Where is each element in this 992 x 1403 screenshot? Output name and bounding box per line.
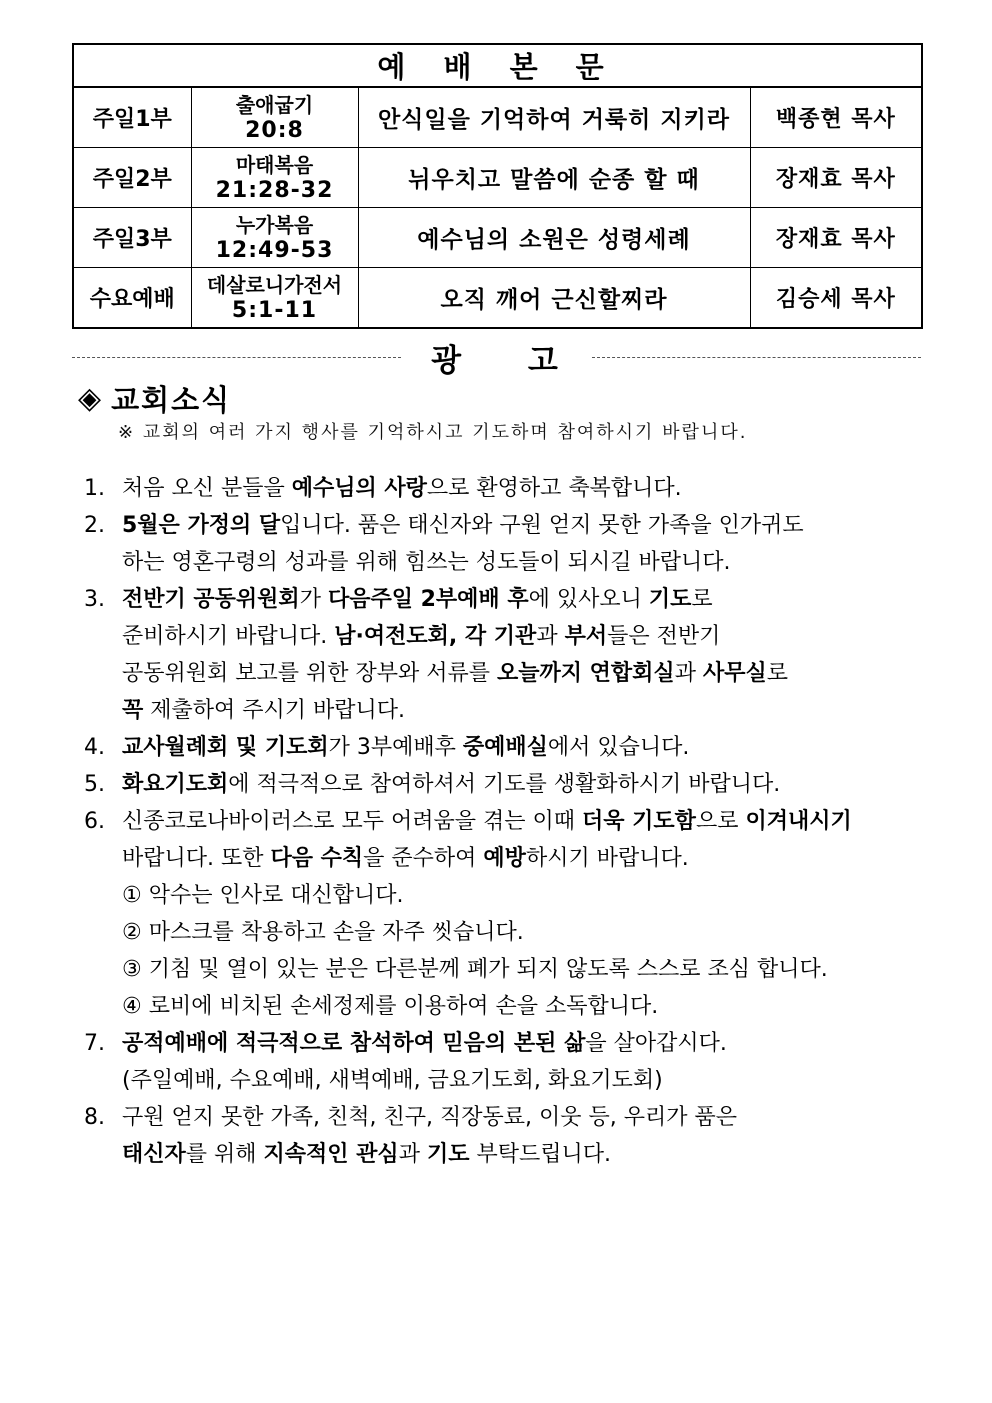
scripture-book: 출애굽기 xyxy=(235,92,314,117)
divider xyxy=(72,357,401,358)
text: 을 준수하여 xyxy=(363,846,484,871)
text: 를 위해 xyxy=(185,1142,264,1167)
notice-item xyxy=(84,581,914,729)
scripture xyxy=(191,208,358,268)
section-heading xyxy=(78,378,231,419)
text: 처음 오신 분들을 xyxy=(122,476,292,501)
text: 에서 있습니다. xyxy=(547,735,690,760)
emphasis: 예방 xyxy=(483,846,526,871)
section-note: ※ 교회의 여러 가지 행사를 기억하시고 기도하며 참여하시기 바랍니다. xyxy=(118,422,748,443)
emphasis: 사무실 xyxy=(702,661,767,686)
text: 부탁드립니다. xyxy=(469,1142,611,1167)
scripture xyxy=(191,148,358,208)
emphasis: 5월은 가정의 달 xyxy=(122,513,281,538)
notice-number: 6. xyxy=(84,809,105,834)
notice-text xyxy=(122,470,914,507)
sermon-title: 안식일을 기억하여 거룩히 지키라 xyxy=(358,87,750,148)
emphasis: 교사월례회 및 기도회 xyxy=(122,735,329,760)
rule-item: ④ 로비에 비치된 손세정제를 이용하여 손을 소독합니다. xyxy=(122,994,659,1019)
ad-title: 광 고 xyxy=(431,342,586,379)
scripture-book: 마태복음 xyxy=(235,152,314,177)
text: 공동위원회 보고를 위한 장부와 서류를 xyxy=(122,661,497,686)
emphasis: 중예배실 xyxy=(462,735,548,760)
service-name: 주일3부 xyxy=(73,208,191,268)
scripture xyxy=(191,268,358,329)
text: 으로 xyxy=(695,809,746,834)
text: 하는 영혼구령의 성과를 위해 힘쓰는 성도들이 되시길 바랍니다. xyxy=(122,550,731,575)
rule-item: ① 악수는 인사로 대신합니다. xyxy=(122,883,404,908)
preacher: 장재효 목사 xyxy=(750,148,922,208)
emphasis: 전반기 공동위원회 xyxy=(122,587,300,612)
notice-text xyxy=(122,1025,914,1099)
worship-schedule-table xyxy=(72,43,923,329)
emphasis: 꼭 xyxy=(122,698,144,723)
emphasis: 다음 수칙 xyxy=(270,846,364,871)
notice-list xyxy=(84,470,914,1173)
text: 하시기 바랍니다. xyxy=(525,846,689,871)
service-name: 주일2부 xyxy=(73,148,191,208)
preacher: 김승세 목사 xyxy=(750,268,922,329)
notice-text xyxy=(122,766,914,803)
notice-text xyxy=(122,803,914,1025)
text: 제출하여 주시기 바랍니다. xyxy=(143,698,406,723)
text: 준비하시기 바랍니다. xyxy=(122,624,335,649)
notice-item xyxy=(84,507,914,581)
emphasis: 공적예배에 적극적으로 참석하여 믿음의 본된 삶 xyxy=(122,1031,586,1056)
preacher: 백종현 목사 xyxy=(750,87,922,148)
emphasis: 화요기도회 xyxy=(122,772,229,797)
diamond-icon: ◈ xyxy=(78,381,104,416)
sermon-title: 예수님의 소원은 성령세례 xyxy=(358,208,750,268)
text: (주일예배, 수요예배, 새벽예배, 금요기도회, 화요기도회) xyxy=(122,1068,663,1093)
emphasis: 지속적인 관심 xyxy=(263,1142,399,1167)
notice-number: 4. xyxy=(84,735,105,760)
scripture-book: 누가복음 xyxy=(235,212,314,237)
worship-title: 예 배 본 문 xyxy=(73,44,922,87)
notice-number: 8. xyxy=(84,1105,105,1130)
rule-item: ② 마스크를 착용하고 손을 자주 씻습니다. xyxy=(122,920,524,945)
worship-title-row xyxy=(73,44,922,87)
notice-text xyxy=(122,729,914,766)
notice-number: 5. xyxy=(84,772,105,797)
emphasis: 태신자 xyxy=(122,1142,186,1167)
emphasis: 부서 xyxy=(564,624,608,649)
scripture-ref: 12:49-53 xyxy=(215,237,334,263)
notice-item xyxy=(84,1099,914,1173)
service-name: 주일1부 xyxy=(73,87,191,148)
emphasis: 더욱 기도함 xyxy=(582,809,696,834)
service-row xyxy=(73,148,922,208)
notice-item xyxy=(84,803,914,1025)
emphasis: 이겨내시기 xyxy=(745,809,852,834)
text: 가 3부예배후 xyxy=(328,735,463,760)
service-row xyxy=(73,268,922,329)
notice-number: 1. xyxy=(84,476,105,501)
notice-number: 2. xyxy=(84,513,105,538)
text: 으로 환영하고 축복합니다. xyxy=(426,476,682,501)
service-row xyxy=(73,87,922,148)
text: 구원 얻지 못한 가족, 친척, 친구, 직장동료, 이웃 등, 우리가 품은 xyxy=(122,1105,737,1130)
emphasis: 남·여전도회, 각 기관 xyxy=(334,624,537,649)
notice-number: 3. xyxy=(84,587,105,612)
text: 가 xyxy=(299,587,328,612)
preacher: 장재효 목사 xyxy=(750,208,922,268)
text: 로 xyxy=(766,661,788,686)
sermon-title: 오직 깨어 근신할찌라 xyxy=(358,268,750,329)
emphasis: 예수님의 사랑 xyxy=(291,476,427,501)
text: 과 xyxy=(536,624,565,649)
text: 과 xyxy=(398,1142,427,1167)
emphasis: 기도 xyxy=(648,587,692,612)
notice-text xyxy=(122,581,914,729)
text: 신종코로나바이러스로 모두 어려움을 겪는 이때 xyxy=(122,809,583,834)
sermon-title: 뉘우치고 말씀에 순종 할 때 xyxy=(358,148,750,208)
scripture-book: 데살로니가전서 xyxy=(206,272,343,297)
notice-item xyxy=(84,729,914,766)
notice-item xyxy=(84,470,914,507)
scripture xyxy=(191,87,358,148)
text: 과 xyxy=(674,661,703,686)
text: 입니다. 품은 태신자와 구원 얻지 못한 가족을 인가귀도 xyxy=(280,513,804,538)
notice-text xyxy=(122,507,914,581)
notice-item xyxy=(84,766,914,803)
text: 을 살아갑시다. xyxy=(585,1031,727,1056)
ad-header xyxy=(72,334,921,380)
scripture-ref: 5:1-11 xyxy=(231,297,318,323)
section-title: 교회소식 xyxy=(111,383,232,417)
text: 바랍니다. 또한 xyxy=(122,846,271,871)
text: 에 있사오니 xyxy=(528,587,649,612)
text: 에 적극적으로 참여하셔서 기도를 생활화하시기 바랍니다. xyxy=(228,772,781,797)
service-row xyxy=(73,208,922,268)
emphasis: 다음주일 2부예배 후 xyxy=(327,587,529,612)
scripture-ref: 20:8 xyxy=(245,117,304,143)
notice-text xyxy=(122,1099,914,1173)
scripture-ref: 21:28-32 xyxy=(215,177,334,203)
text: 들은 전반기 xyxy=(607,624,721,649)
notice-number: 7. xyxy=(84,1031,105,1056)
divider xyxy=(592,357,921,358)
service-name: 수요예배 xyxy=(73,268,191,329)
notice-item xyxy=(84,1025,914,1099)
text: 로 xyxy=(691,587,713,612)
rule-item: ③ 기침 및 열이 있는 분은 다른분께 폐가 되지 않도록 스스로 조심 합니다. xyxy=(122,957,828,982)
emphasis: 기도 xyxy=(426,1142,470,1167)
emphasis: 오늘까지 연합회실 xyxy=(497,661,675,686)
